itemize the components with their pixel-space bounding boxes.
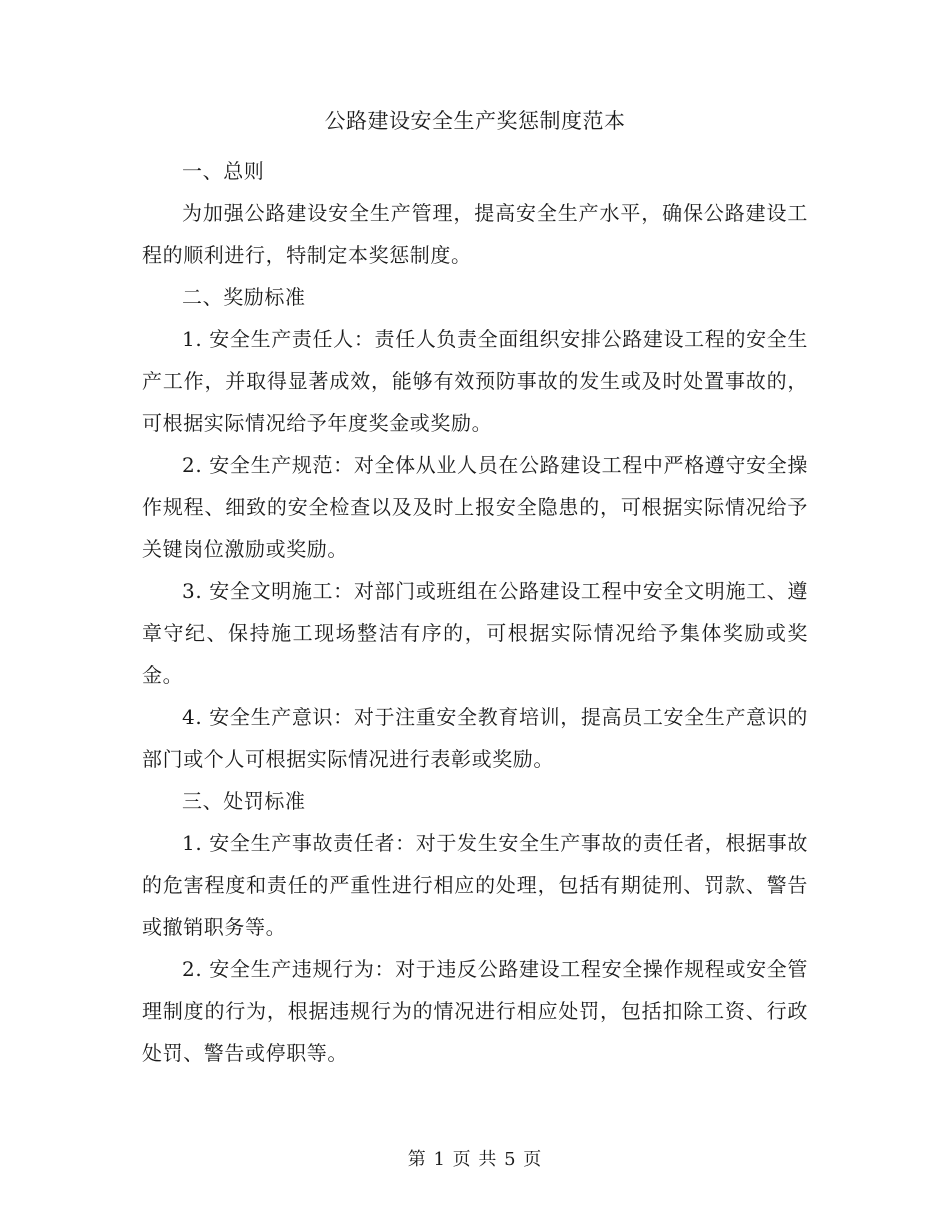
penalty-item-2: 2. 安全生产违规行为：对于违反公路建设工程安全操作规程或安全管理制度的行为，根据违规行为的情况进行相应处罚，包括扣除工资、行政处罚、警告或停职等。 bbox=[142, 957, 808, 1065]
section-heading-general: 一、总则 bbox=[182, 159, 265, 183]
reward-item-1: 1. 安全生产责任人：责任人负责全面组织安排公路建设工程的安全生产工作，并取得显著成效，能够有效预防事故的发生或及时处置事故的，可根据实际情况给予年度奖金或奖励。 bbox=[142, 327, 808, 435]
reward-item-4: 4. 安全生产意识：对于注重安全教育培训，提高员工安全生产意识的部门或个人可根据实际情况进行表彰或奖励。 bbox=[142, 705, 808, 771]
section-heading-rewards: 二、奖励标准 bbox=[182, 285, 306, 309]
penalty-item-1: 1. 安全生产事故责任者：对于发生安全生产事故的责任者，根据事故的危害程度和责任的严重性进行相应的处理，包括有期徒刑、罚款、警告或撤销职务等。 bbox=[142, 831, 808, 939]
page-number-footer: 第 1 页 共 5 页 bbox=[407, 1149, 543, 1170]
reward-item-2: 2. 安全生产规范：对全体从业人员在公路建设工程中严格遵守安全操作规程、细致的安全检查以及及时上报安全隐患的，可根据实际情况给予关键岗位激励或奖励。 bbox=[142, 453, 808, 561]
document-body bbox=[142, 150, 808, 1074]
document-title: 公路建设安全生产奖惩制度范本 bbox=[324, 109, 626, 133]
reward-item-3: 3. 安全文明施工：对部门或班组在公路建设工程中安全文明施工、遵章守纪、保持施工现场整洁有序的，可根据实际情况给予集体奖励或奖金。 bbox=[142, 579, 808, 687]
paragraph-purpose: 为加强公路建设安全生产管理，提高安全生产水平，确保公路建设工程的顺利进行，特制定本奖惩制度。 bbox=[142, 201, 808, 267]
section-heading-penalties: 三、处罚标准 bbox=[182, 789, 306, 813]
